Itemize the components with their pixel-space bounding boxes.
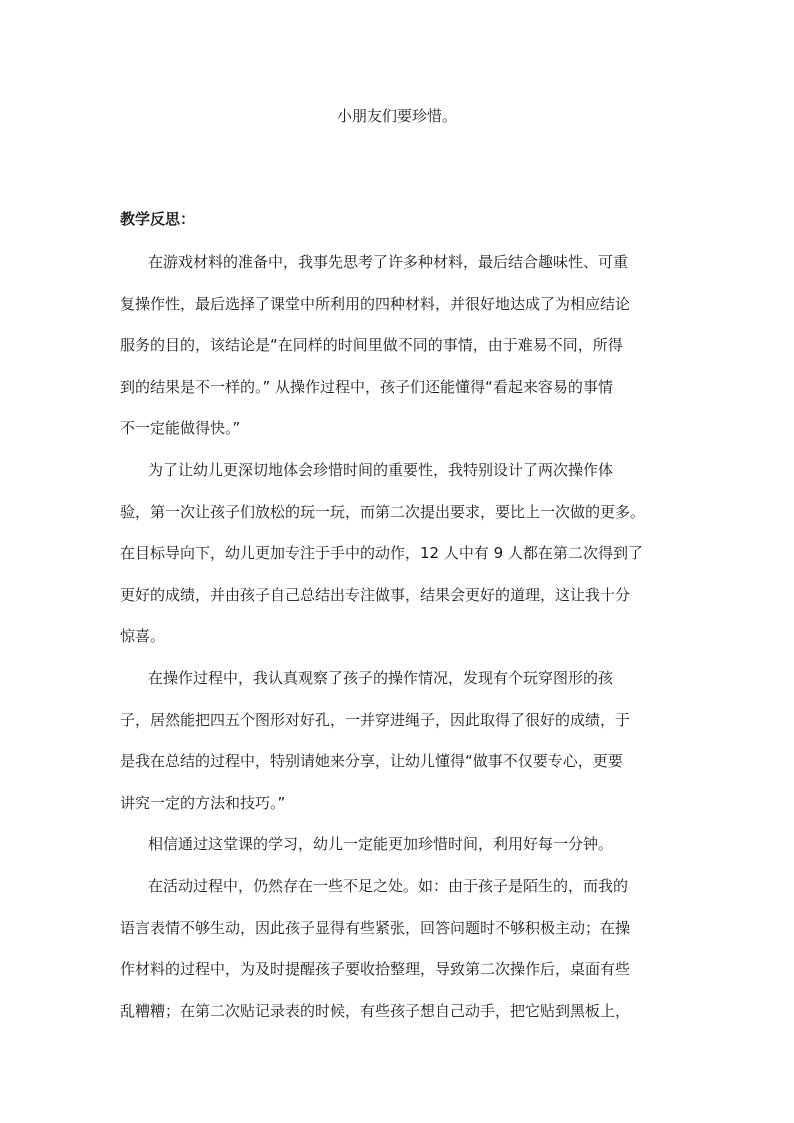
text-line: 为了让幼儿更深切地体会珍惜时间的重要性，我特别设计了两次操作体 [148,460,614,479]
text-line: 作材料的过程中，为及时提醒孩子要收拾整理，导致第二次操作后，桌面有些 [120,960,631,979]
text-line: 在游戏材料的准备中，我事先思考了许多种材料，最后结合趣味性、可重 [148,253,629,271]
text-line: 惊喜。 [120,627,166,646]
body-text [120,250,680,1040]
text-line: 更好的成绩，并由孩子自己总结出专注做事，结果会更好的道理，这让我十分 [120,585,631,604]
text-line: 验，第一次让孩子们放松的玩一玩，而第二次提出要求，要比上一次做的更多。 [120,502,646,521]
closing-line: 小朋友们要珍惜。 [336,107,457,125]
text-line: 到的结果是不一样的。” 从操作过程中，孩子们还能懂得“看起来容易的事情 [120,377,613,396]
text-line: 复操作性，最后选择了课堂中所利用的四种材料，并很好地达成了为相应结论 [120,294,631,313]
text-line: 不一定能做得快。” [120,419,241,438]
text-line: 服务的目的，该结论是“在同样的时间里做不同的事情，由于难易不同，所得 [120,336,623,355]
text-line: 子，居然能把四五个图形对好孔，一并穿进绳子，因此取得了很好的成绩，于 [120,710,631,729]
text-line: 在活动过程中，仍然存在一些不足之处。如：由于孩子是陌生的，而我的 [148,876,629,895]
text-line: 乱糟糟；在第二次贴记录表的时候，有些孩子想自己动手，把它贴到黑板上， [120,1001,631,1020]
text-line: 相信通过这堂课的学习，幼儿一定能更加珍惜时间，利用好每一分钟。 [148,835,614,854]
text-line: 是我在总结的过程中，特别请她来分享，让幼儿懂得“做事不仅要专心，更要 [120,752,623,771]
text-line: 在操作过程中，我认真观察了孩子的操作情况，发现有个玩穿图形的孩 [148,668,614,687]
text-line: 语言表情不够生动，因此孩子显得有些紧张，回答问题时不够积极主动；在操 [120,918,631,937]
text-line: 在目标导向下，幼儿更加专注于手中的动作，12 人中有 9 人都在第二次得到了 [120,544,643,563]
text-line: 讲究一定的方法和技巧。” [120,793,286,812]
section-heading: 教学反思： [120,210,196,228]
